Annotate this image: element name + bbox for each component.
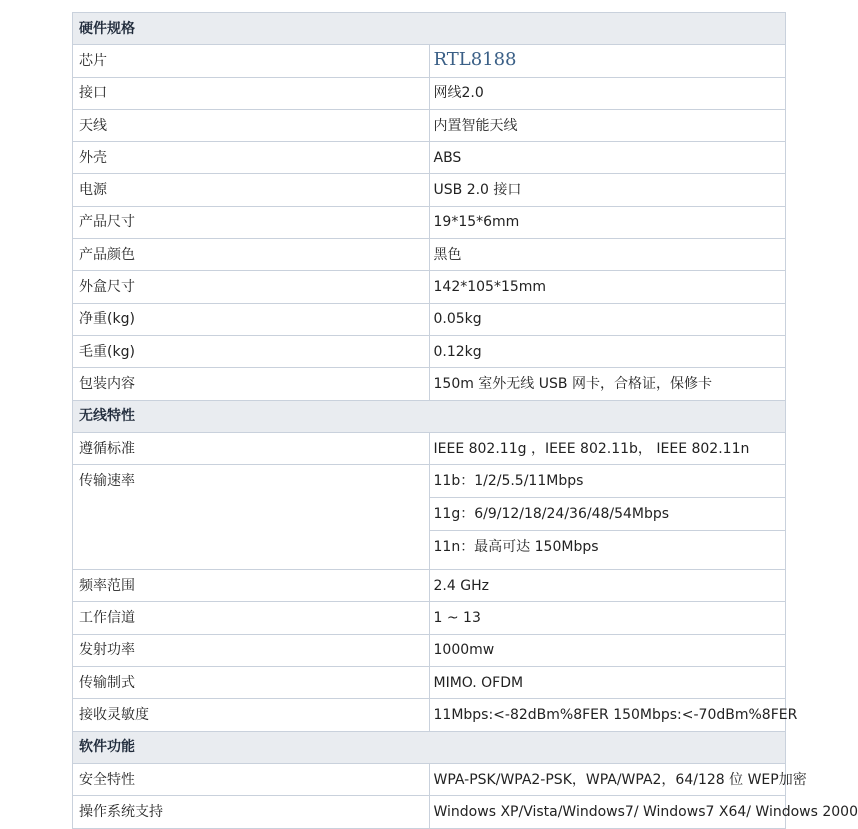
row-value: MIMO. OFDM <box>429 667 786 699</box>
rate-line-11g: 11g：6/9/12/18/24/36/48/54Mbps <box>430 498 786 531</box>
table-row-gross-weight <box>73 335 786 367</box>
row-label: 遵循标准 <box>73 432 430 464</box>
rate-line-11b: 11b：1/2/5.5/11Mbps <box>430 465 786 498</box>
section-title: 无线特性 <box>73 400 786 432</box>
row-value: 网线2.0 <box>429 77 786 109</box>
row-value <box>429 45 786 77</box>
row-label: 安全特性 <box>73 763 430 795</box>
table-row-frequency <box>73 570 786 602</box>
row-value-list <box>429 465 786 570</box>
row-label: 芯片 <box>73 45 430 77</box>
row-label: 包装内容 <box>73 368 430 400</box>
row-label: 接口 <box>73 77 430 109</box>
row-value: 19*15*6mm <box>429 206 786 238</box>
table-row-os-support <box>73 796 786 828</box>
row-label: 产品尺寸 <box>73 206 430 238</box>
table-row-sensitivity <box>73 699 786 731</box>
table-row-power <box>73 174 786 206</box>
spec-table <box>72 12 858 829</box>
section-title: 硬件规格 <box>73 13 786 45</box>
row-label: 接收灵敏度 <box>73 699 430 731</box>
row-value: Windows XP/Vista/Windows7/ Windows7 X64/ Windows 2000 <box>429 796 786 828</box>
row-value: 142*105*15mm <box>429 271 786 303</box>
table-row-transfer-rate <box>73 465 786 570</box>
row-label: 天线 <box>73 109 430 141</box>
row-value: USB 2.0 接口 <box>429 174 786 206</box>
table-row-modulation <box>73 667 786 699</box>
row-value: 2.4 GHz <box>429 570 786 602</box>
section-header-wireless <box>73 400 786 432</box>
row-label: 外盒尺寸 <box>73 271 430 303</box>
row-label: 传输速率 <box>73 465 430 570</box>
row-value: 1000mw <box>429 634 786 666</box>
table-row-interface <box>73 77 786 109</box>
row-value: 内置智能天线 <box>429 109 786 141</box>
row-value: WPA-PSK/WPA2-PSK，WPA/WPA2，64/128 位 WEP加密 <box>429 763 786 795</box>
row-value: 0.12kg <box>429 335 786 367</box>
table-row-net-weight <box>73 303 786 335</box>
row-label: 净重(kg) <box>73 303 430 335</box>
table-row-box-size <box>73 271 786 303</box>
row-label: 工作信道 <box>73 602 430 634</box>
row-label: 产品颜色 <box>73 239 430 271</box>
row-label: 外壳 <box>73 142 430 174</box>
row-label: 毛重(kg) <box>73 335 430 367</box>
table-row-channel <box>73 602 786 634</box>
section-title: 软件功能 <box>73 731 786 763</box>
rate-line-11n: 11n：最高可达 150Mbps <box>433 539 599 556</box>
row-value: ABS <box>429 142 786 174</box>
table-row-package-contents <box>73 368 786 400</box>
row-label: 电源 <box>73 174 430 206</box>
table-row-product-size <box>73 206 786 238</box>
row-label: 发射功率 <box>73 634 430 666</box>
table-row-tx-power <box>73 634 786 666</box>
section-header-hardware <box>73 13 786 45</box>
section-header-software <box>73 731 786 763</box>
row-label: 传输制式 <box>73 667 430 699</box>
table-row-standards <box>73 432 786 464</box>
row-value: 黑色 <box>429 239 786 271</box>
row-value: 1 ~ 13 <box>429 602 786 634</box>
row-value: 11Mbps:<-82dBm%8FER 150Mbps:<-70dBm%8FER <box>429 699 786 731</box>
chip-model: RTL8188 <box>433 49 517 71</box>
row-label: 频率范围 <box>73 570 430 602</box>
row-value: 0.05kg <box>429 303 786 335</box>
row-label: 操作系统支持 <box>73 796 430 828</box>
table-row-chip <box>73 45 786 77</box>
table-row-antenna <box>73 109 786 141</box>
row-value: IEEE 802.11g ，IEEE 802.11b， IEEE 802.11n <box>429 432 786 464</box>
table-row-shell <box>73 142 786 174</box>
row-value: 150m 室外无线 USB 网卡，合格证，保修卡 <box>429 368 786 400</box>
table-row-security <box>73 763 786 795</box>
table-row-product-color <box>73 239 786 271</box>
